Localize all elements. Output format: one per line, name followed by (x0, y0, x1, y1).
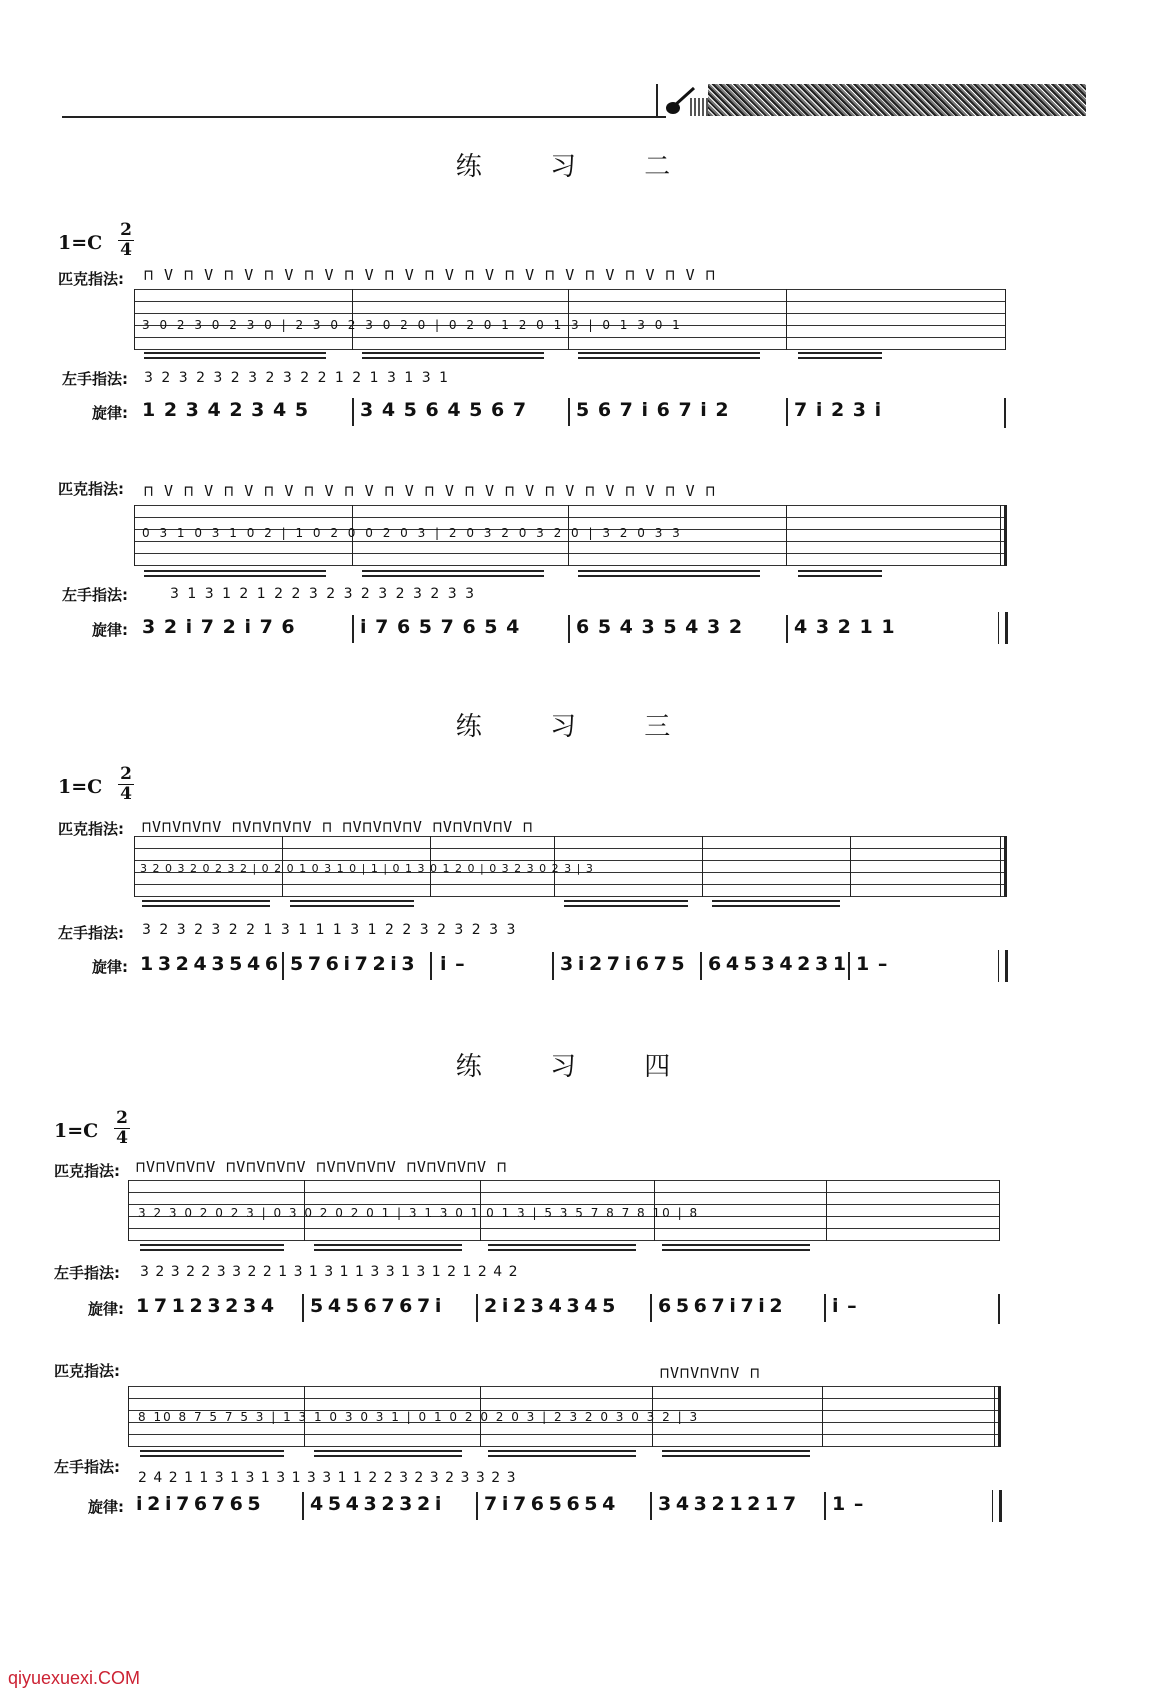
barline (786, 398, 788, 426)
barline (302, 1492, 304, 1520)
beam (314, 1450, 462, 1457)
beam (140, 1450, 284, 1457)
final-barline (998, 612, 1008, 644)
watermark: qiyuexuexi.COM (8, 1668, 141, 1688)
melody-label: 旋律: (92, 404, 128, 422)
melody-measure: 3 4 5 6 4 5 6 7 (360, 399, 528, 421)
left-hand-label: 左手指法: (54, 1264, 120, 1282)
time-signature: 2 4 (118, 222, 134, 259)
melody-measure: 6 4 5 3 4 2 3 1 (708, 953, 846, 975)
beam (662, 1244, 810, 1251)
beam (144, 352, 326, 359)
barline (1004, 398, 1006, 428)
exercise-title: 练 习 三 (455, 712, 701, 742)
pick-label: 匹克指法: (54, 1162, 120, 1180)
barline (352, 398, 354, 426)
beam (564, 900, 688, 907)
melody-measure: 1 7 1 2 3 2 3 4 (136, 1295, 274, 1317)
left-hand-fingering: 2 4 2 1 1 3 1 3 1 3 1 3 3 1 1 2 2 3 2 3 2 3 3 2 3 (138, 1470, 517, 1486)
beam (290, 900, 414, 907)
barline (552, 952, 554, 980)
beam (362, 570, 544, 577)
pick-label: 匹克指法: (58, 480, 124, 498)
barline (650, 1294, 652, 1322)
melody-measure: i 7 6 5 7 6 5 4 (360, 616, 521, 638)
melody-measure: 5 4 5 6 7 6 7 i (310, 1295, 441, 1317)
header-pattern (708, 84, 1086, 116)
barline (824, 1492, 826, 1520)
beam (488, 1450, 636, 1457)
barline (824, 1294, 826, 1322)
melody-measure: 4 3 2 1 1 (794, 616, 896, 638)
tab-numbers: 3 2 3 0 2 0 2 3 | 0 3 0 2 0 2 0 1 | 3 1 3 0 1 0 1 3 | 5 3 5 7 8 7 8 10 | 8 (138, 1206, 700, 1220)
time-signature: 2 4 (118, 766, 134, 803)
barline (700, 952, 702, 980)
key-signature: 1=C (54, 1120, 99, 1142)
pick-pattern: ⊓V⊓V⊓V⊓V ⊓V⊓V⊓V⊓V ⊓ ⊓V⊓V⊓V⊓V ⊓V⊓V⊓V⊓V ⊓ (142, 818, 534, 836)
pick-label: 匹克指法: (58, 820, 124, 838)
header-rule (62, 116, 666, 118)
beam (144, 570, 326, 577)
melody-measure: 1 – (832, 1493, 865, 1515)
melody-measure: 1 2 3 4 2 3 4 5 (142, 399, 310, 421)
beam (578, 352, 760, 359)
exercise-title: 练 习 二 (455, 152, 701, 182)
melody-measure: 2 i 2 3 4 3 4 5 (484, 1295, 615, 1317)
left-hand-label: 左手指法: (62, 586, 128, 604)
left-hand-label: 左手指法: (54, 1458, 120, 1476)
barline (302, 1294, 304, 1322)
pick-pattern: ⊓V⊓V⊓V⊓V ⊓ (660, 1364, 761, 1382)
barline (568, 615, 570, 643)
left-hand-fingering: 3 2 3 2 2 3 3 2 2 1 3 1 3 1 1 3 3 1 3 1 2 1 2 4 2 (140, 1264, 519, 1280)
barline (568, 398, 570, 426)
final-barline (998, 950, 1008, 982)
beam (798, 352, 882, 359)
melody-label: 旋律: (88, 1498, 124, 1516)
melody-label: 旋律: (88, 1300, 124, 1318)
melody-measure: 5 6 7 i 6 7 i 2 (576, 399, 730, 421)
beam (314, 1244, 462, 1251)
melody-measure: i 2 i 7 6 7 6 5 (136, 1493, 260, 1515)
tab-numbers: 8 10 8 7 5 7 5 3 | 1 3 1 0 3 0 3 1 | 0 1 0 2 0 2 0 3 | 2 3 2 0 3 0 3 2 | 3 (138, 1410, 700, 1424)
beam (712, 900, 840, 907)
barline (650, 1492, 652, 1520)
barline (352, 615, 354, 643)
pick-pattern: ⊓V⊓V⊓V⊓V ⊓V⊓V⊓V⊓V ⊓V⊓V⊓V⊓V ⊓V⊓V⊓V⊓V ⊓ (136, 1158, 508, 1176)
pick-pattern: ⊓ V ⊓ V ⊓ V ⊓ V ⊓ V ⊓ V ⊓ V ⊓ V ⊓ V ⊓ V ⊓ V ⊓ V ⊓ V ⊓ V ⊓ (144, 482, 716, 500)
pick-label: 匹克指法: (58, 270, 124, 288)
key-signature: 1=C (58, 776, 103, 798)
barline (430, 952, 432, 980)
exercise-title: 练 习 四 (455, 1052, 701, 1082)
melody-measure: 4 5 4 3 2 3 2 i (310, 1493, 441, 1515)
beam (140, 1244, 284, 1251)
melody-measure: 3 i 2 7 i 6 7 5 (560, 953, 684, 975)
melody-measure: 6 5 6 7 i 7 i 2 (658, 1295, 782, 1317)
barline (476, 1294, 478, 1322)
melody-measure: 7 i 2 3 i (794, 399, 883, 421)
beam (142, 900, 270, 907)
melody-measure: 7 i 7 6 5 6 5 4 (484, 1493, 615, 1515)
left-hand-fingering: 3 1 3 1 2 1 2 2 3 2 3 2 3 2 3 2 3 3 (170, 586, 476, 602)
melody-measure: 6 5 4 3 5 4 3 2 (576, 616, 744, 638)
tab-numbers: 0 3 1 0 3 1 0 2 | 1 0 2 0 0 2 0 3 | 2 0 3 2 0 3 2 0 | 3 2 0 3 3 (142, 526, 683, 540)
melody-measure: 1 3 2 4 3 5 4 6 (140, 953, 278, 975)
time-signature: 2 4 (114, 1110, 130, 1147)
pick-label: 匹克指法: (54, 1362, 120, 1380)
left-hand-label: 左手指法: (58, 924, 124, 942)
melody-measure: 3 4 3 2 1 2 1 7 (658, 1493, 796, 1515)
melody-measure: i – (832, 1295, 858, 1317)
melody-label: 旋律: (92, 621, 128, 639)
barline (476, 1492, 478, 1520)
key-signature: 1=C (58, 232, 103, 254)
pick-pattern: ⊓ V ⊓ V ⊓ V ⊓ V ⊓ V ⊓ V ⊓ V ⊓ V ⊓ V ⊓ V ⊓ V ⊓ V ⊓ V ⊓ V ⊓ (144, 266, 716, 284)
barline (998, 1294, 1000, 1324)
tab-numbers: 3 0 2 3 0 2 3 0 | 2 3 0 2 3 0 2 0 | 0 2 0 1 2 0 1 3 | 0 1 3 0 1 (142, 318, 683, 332)
tab-numbers: 3 2 0 3 2 0 2 3 2 | 0 2 0 1 0 3 1 0 | 1 | 0 1 3 0 1 2 0 | 0 3 2 3 0 2 3 | 3 (140, 862, 594, 875)
beam (578, 570, 760, 577)
beam (798, 570, 882, 577)
melody-measure: i – (440, 953, 466, 975)
left-hand-fingering: 3 2 3 2 3 2 3 2 3 2 2 1 2 1 3 1 3 1 (144, 370, 450, 386)
barline (786, 615, 788, 643)
final-barline (992, 1490, 1002, 1522)
beam (662, 1450, 810, 1457)
left-hand-fingering: 3 2 3 2 3 2 2 1 3 1 1 1 3 1 2 2 3 2 3 2 3 3 (142, 922, 518, 938)
melody-measure: 5 7 6 i 7 2 i 3 (290, 953, 414, 975)
beam (488, 1244, 636, 1251)
barline (848, 952, 850, 980)
melody-label: 旋律: (92, 958, 128, 976)
melody-measure: 3 2 i 7 2 i 7 6 (142, 616, 296, 638)
left-hand-label: 左手指法: (62, 370, 128, 388)
melody-measure: 1 – (856, 953, 889, 975)
beam (362, 352, 544, 359)
barline (282, 952, 284, 980)
